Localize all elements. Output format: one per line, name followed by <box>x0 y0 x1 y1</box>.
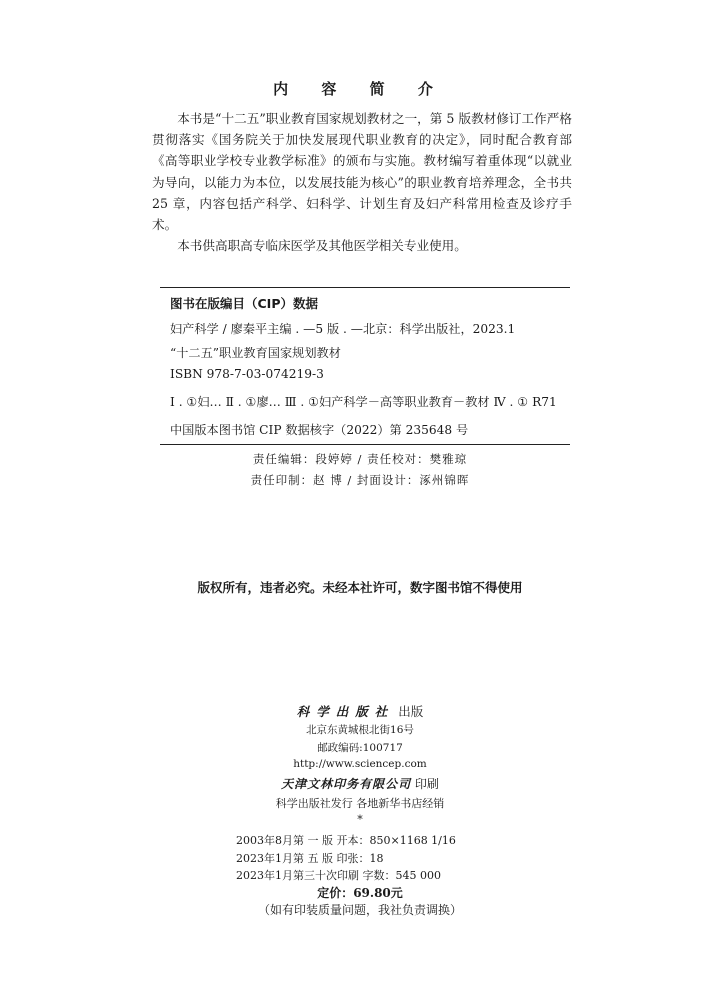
edition-line: 2023年1月第三十次印刷 字数：545 000 <box>236 869 441 882</box>
cip-line: ISBN 978-7-03-074219-3 <box>170 367 324 381</box>
summary-body <box>152 108 572 256</box>
quality-note: （如有印装质量问题，我社负责调换） <box>257 903 462 917</box>
cip-title: 图书在版编目（CIP）数据 <box>170 296 318 311</box>
staff-credits-line: 责任印制：赵 博 / 封面设计：涿州锦晖 <box>250 473 470 487</box>
edition-line: 2003年8月第 一 版 开本：850×1168 1/16 <box>236 834 456 847</box>
price: 定价：69.80元 <box>317 886 403 900</box>
separator-asterisk: * <box>357 813 363 826</box>
cip-line: Ⅰ . ①妇… Ⅱ . ①廖… Ⅲ . ①妇产科学－高等职业教育－教材 Ⅳ . ① R71 <box>170 395 557 409</box>
cip-line: “十二五”职业教育国家规划教材 <box>170 346 341 360</box>
cip-bottom-divider <box>160 444 570 445</box>
printer-suffix: 印刷 <box>414 777 439 791</box>
cip-top-divider <box>160 287 570 288</box>
edition-line: 2023年1月第 五 版 印张：18 <box>236 852 384 865</box>
printer-line <box>0 775 720 792</box>
publisher-website: http://www.sciencep.com <box>293 758 427 770</box>
staff-credits-line: 责任编辑：段婷婷 / 责任校对：樊雅琼 <box>252 452 468 466</box>
cip-line: 妇产科学 / 廖秦平主编 . —5 版 . —北京：科学出版社，2023.1 <box>170 322 516 336</box>
copyright-notice: 版权所有，违者必究。未经本社许可，数字图书馆不得使用 <box>197 580 523 595</box>
publisher-postcode: 邮政编码:100717 <box>317 742 403 754</box>
publisher-address: 北京东黄城根北街16号 <box>306 724 414 736</box>
summary-paragraph: 本书是“十二五”职业教育国家规划教材之一，第 5 版教材修订工作严格贯彻落实《国务院关于加快发展现代职业教育的决定》，同时配合教育部《高等职业学校专业教学标准》的颁布与实施。教材编写着重体现“以就业为导向，以能力为本位，以发展技能为核心”的职业教育培养理念，全书共 25 章，内容包括产科学、妇科学、计划生育及妇产科常用检查及诊疗手术。 <box>152 111 572 233</box>
cip-line: 中国版本图书馆 CIP 数据核字（2022）第 235648 号 <box>170 423 469 437</box>
publisher-logo-text: 科学出版社 <box>296 704 395 719</box>
printer-name: 天津文林印务有限公司 <box>281 777 412 791</box>
publisher-suffix: 出版 <box>398 704 424 719</box>
publisher-line <box>0 702 720 720</box>
summary-title: 内 容 简 介 <box>273 80 447 98</box>
summary-paragraph: 本书供高职高专临床医学及其他医学相关专业使用。 <box>177 238 467 254</box>
distribution-line: 科学出版社发行 各地新华书店经销 <box>275 797 445 810</box>
